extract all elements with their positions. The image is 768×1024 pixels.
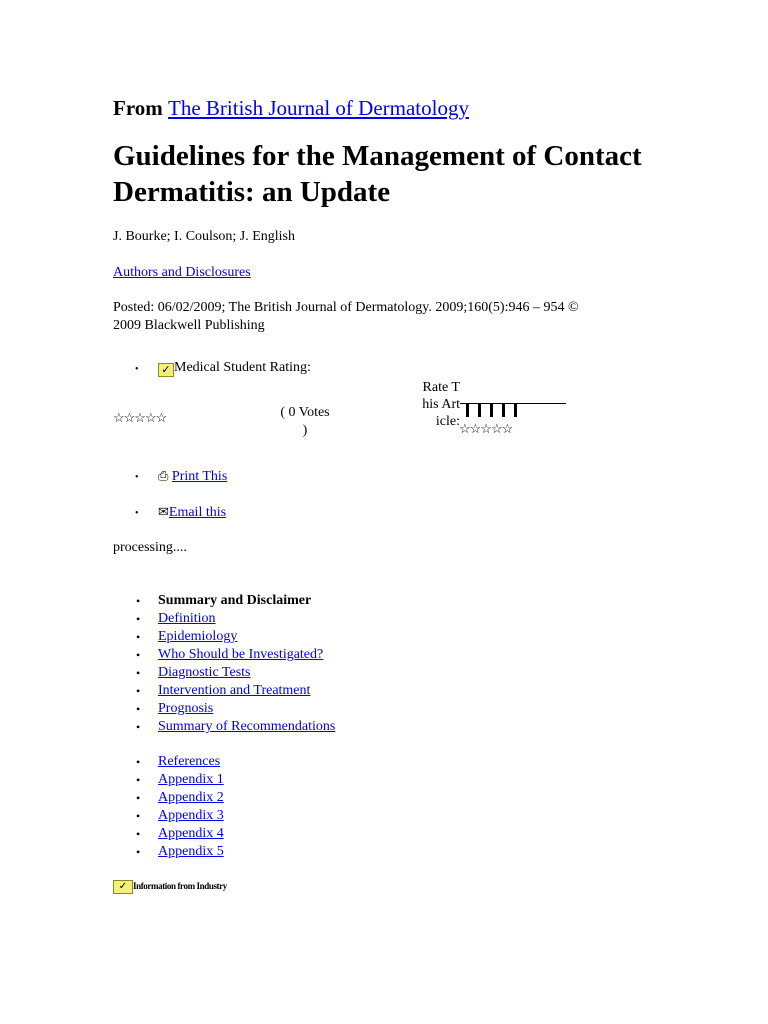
email-link[interactable]: Email this (168, 505, 227, 520)
article-title: Guidelines for the Management of Contact Dermatitis: an Update (113, 140, 642, 208)
bullet: • (135, 508, 139, 519)
print-row (158, 467, 227, 486)
rate-article-label: Rate This Article: (422, 380, 460, 429)
section-list (158, 592, 335, 736)
toc-item-appendix-1[interactable]: • Appendix 1 (158, 771, 224, 789)
printer-icon[interactable]: ⎙ (158, 468, 169, 483)
toc-item-appendix-3[interactable]: • Appendix 3 (158, 807, 224, 825)
posted-info: Posted: 06/02/2009; The British Journal of Dermatology. 2009;160(5):946 – 954 © 2009 Blackwell Publishing (113, 300, 579, 333)
rate-tick[interactable] (514, 404, 517, 417)
toc-item-appendix-2[interactable]: • Appendix 2 (158, 789, 224, 807)
info-icon: ✓ (113, 880, 133, 894)
print-link[interactable]: Print This (171, 469, 228, 484)
toc-item-diagnostic-tests[interactable]: • Diagnostic Tests (158, 664, 335, 682)
rate-tick[interactable] (478, 404, 481, 417)
toc-item-who-investigated[interactable]: • Who Should be Investigated? (158, 646, 335, 664)
toc-item-prognosis[interactable]: • Prognosis (158, 700, 335, 718)
rating-row (158, 359, 311, 377)
rate-tick[interactable] (490, 404, 493, 417)
votes-count: ( 0 Votes ) (280, 405, 330, 438)
toc-item-recommendations[interactable]: • Summary of Recommendations (158, 718, 335, 736)
rate-tick[interactable] (466, 404, 469, 417)
toc-item-references[interactable]: • References (158, 753, 224, 771)
email-icon[interactable]: ✉ (158, 504, 169, 519)
toc-item-definition[interactable]: • Definition (158, 610, 335, 628)
journal-link[interactable]: The British Journal of Dermatology (168, 96, 469, 120)
email-row (158, 503, 226, 522)
rate-divider (460, 403, 566, 404)
processing-status: processing.... (113, 540, 187, 555)
industry-info (113, 879, 227, 894)
rating-label: Medical Student Rating: (174, 360, 311, 375)
rating-stars: ☆☆☆☆☆ (113, 410, 167, 425)
toc-item-appendix-4[interactable]: • Appendix 4 (158, 825, 224, 843)
toc-item-summary: • Summary and Disclaimer (158, 592, 335, 610)
reference-list (158, 753, 224, 861)
authors-disclosures-link[interactable]: Authors and Disclosures (113, 265, 251, 280)
from-label: From (113, 96, 163, 120)
industry-label: Information from Industry (133, 881, 227, 891)
source-line (113, 94, 469, 122)
article-authors: J. Bourke; I. Coulson; J. English (113, 229, 296, 244)
toc-item-intervention[interactable]: • Intervention and Treatment (158, 682, 335, 700)
bullet: • (135, 364, 139, 375)
toc-item-appendix-5[interactable]: • Appendix 5 (158, 843, 224, 861)
toc-item-epidemiology[interactable]: • Epidemiology (158, 628, 335, 646)
bullet: • (135, 472, 139, 483)
rate-tick[interactable] (502, 404, 505, 417)
rate-article-stars[interactable]: ☆☆☆☆☆ (459, 421, 513, 436)
rating-icon: ✓ (158, 363, 174, 377)
